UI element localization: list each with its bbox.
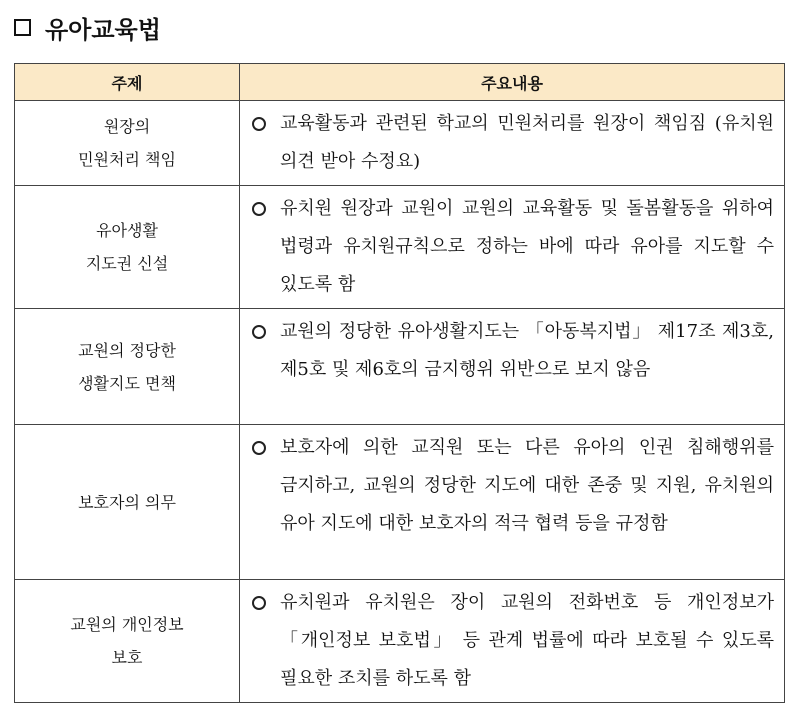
table-row [15,425,785,580]
topic-line: 보호자의 의무 [78,492,176,512]
row-topic [15,186,240,309]
topic-line: 유아생활 [96,221,158,240]
law-summary-table [14,63,785,703]
circle-bullet-icon [252,117,266,131]
topic-line: 원장의 [103,117,151,136]
row-topic [15,580,240,703]
content-text: 교육활동과 관련된 학교의 민원처리를 원장이 책임짐 (유치원 의견 받아 수정요) [280,113,774,172]
table-row [15,309,785,425]
topic-line: 민원처리 책임 [78,150,176,169]
row-content [240,186,785,309]
row-topic [15,425,240,580]
row-content [240,101,785,186]
section-title-text: 유아교육법 [45,15,161,44]
content-text: 유치원 원장과 교원이 교원의 교육활동 및 돌봄활동을 위하여 법령과 유치원규칙으로 정하는 바에 따라 유아를 지도할 수 있도록 함 [280,198,774,295]
content-text: 교원의 정당한 유아생활지도는 「아동복지법」 제17조 제3호, 제5호 및 제6호의 금지행위 위반으로 보지 않음 [280,321,774,380]
circle-bullet-icon [252,596,266,610]
topic-line: 교원의 개인정보 [70,615,184,634]
circle-bullet-icon [252,202,266,216]
header-topic: 주제 [15,64,240,101]
row-content [240,580,785,703]
section-title [14,10,161,44]
content-text: 보호자에 의한 교직원 또는 다른 유아의 인권 침해행위를 금지하고, 교원의 정당한 지도에 대한 존중 및 지원, 유치원의 유아 지도에 대한 보호자의 적극 협력 등을 규정함 [280,437,774,534]
circle-bullet-icon [252,441,266,455]
topic-line: 지도권 신설 [85,254,169,273]
row-content [240,425,785,580]
topic-line: 보호 [111,648,143,667]
row-topic [15,101,240,186]
circle-bullet-icon [252,325,266,339]
content-text: 유치원과 유치원은 장이 교원의 전화번호 등 개인정보가 「개인정보 보호법」 등 관계 법률에 따라 보호될 수 있도록 필요한 조치를 하도록 함 [280,592,774,689]
topic-line: 교원의 정당한 [78,340,176,360]
table-row [15,101,785,186]
row-topic [15,309,240,425]
row-content [240,309,785,425]
table-header-row [15,64,785,101]
header-content: 주요내용 [240,64,785,101]
topic-line: 생활지도 면책 [78,373,176,393]
table-row [15,580,785,703]
table-row [15,186,785,309]
checkbox-square-icon [14,19,31,36]
